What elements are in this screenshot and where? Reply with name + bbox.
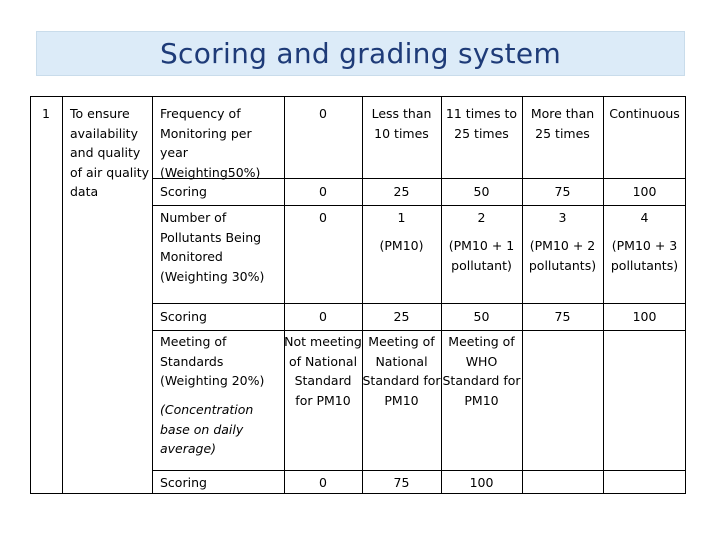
level-cell: Not meeting of National Standard for PM10 xyxy=(284,334,362,408)
row-divider xyxy=(152,330,686,331)
level-cell: 11 times to 25 times xyxy=(445,106,518,141)
scoring-label: Scoring xyxy=(160,309,207,324)
level-cell: 4 xyxy=(640,210,649,225)
level-note: (PM10 + 2 pollutants) xyxy=(528,238,597,273)
objective-text: To ensure availability and quality of air quality data xyxy=(70,106,150,199)
level-cell: Less than 10 times xyxy=(371,106,432,141)
criterion-label: Frequency of Monitoring per year (Weighting50%) xyxy=(160,106,261,180)
column-divider xyxy=(522,96,523,494)
score-cell: 0 xyxy=(319,184,327,199)
row-divider xyxy=(152,205,686,206)
row-number: 1 xyxy=(42,106,50,121)
page-title: Scoring and grading system xyxy=(159,37,562,70)
level-cell: 0 xyxy=(319,210,327,225)
level-note: (PM10 + 3 pollutants) xyxy=(610,238,679,273)
row-divider xyxy=(152,470,686,471)
scoring-label: Scoring xyxy=(160,184,207,199)
scoring-label: Scoring xyxy=(160,475,207,490)
level-note: (PM10) xyxy=(379,238,424,253)
row-divider xyxy=(152,303,686,304)
score-cell: 50 xyxy=(473,184,490,199)
score-cell: 75 xyxy=(554,184,571,199)
level-cell: 0 xyxy=(319,106,327,121)
score-cell: 25 xyxy=(393,184,410,199)
criterion-label: Meeting of Standards (Weighting 20%) xyxy=(160,334,265,388)
column-divider xyxy=(362,96,363,494)
score-cell: 25 xyxy=(393,309,410,324)
level-cell: Meeting of WHO Standard for PM10 xyxy=(442,334,521,408)
score-cell: 0 xyxy=(319,309,327,324)
score-cell: 100 xyxy=(469,475,494,490)
column-divider xyxy=(62,96,63,494)
score-cell: 100 xyxy=(632,184,657,199)
level-cell: 3 xyxy=(558,210,567,225)
level-cell: 2 xyxy=(477,210,486,225)
level-cell: 1 xyxy=(397,210,406,225)
column-divider xyxy=(441,96,442,494)
column-divider xyxy=(603,96,604,494)
criterion-label: Number of Pollutants Being Monitored (Weighting 30%) xyxy=(160,210,265,284)
column-divider xyxy=(284,96,285,494)
level-cell: Meeting of National Standard for PM10 xyxy=(362,334,441,408)
score-cell: 75 xyxy=(554,309,571,324)
score-cell: 50 xyxy=(473,309,490,324)
level-cell: More than 25 times xyxy=(530,106,595,141)
level-cell: Continuous xyxy=(609,106,680,121)
criterion-note: (Concentration base on daily average) xyxy=(160,402,254,456)
title-banner xyxy=(36,31,685,76)
score-cell: 0 xyxy=(319,475,327,490)
score-cell: 100 xyxy=(632,309,657,324)
level-note: (PM10 + 1 pollutant) xyxy=(448,238,515,273)
score-cell: 75 xyxy=(393,475,410,490)
